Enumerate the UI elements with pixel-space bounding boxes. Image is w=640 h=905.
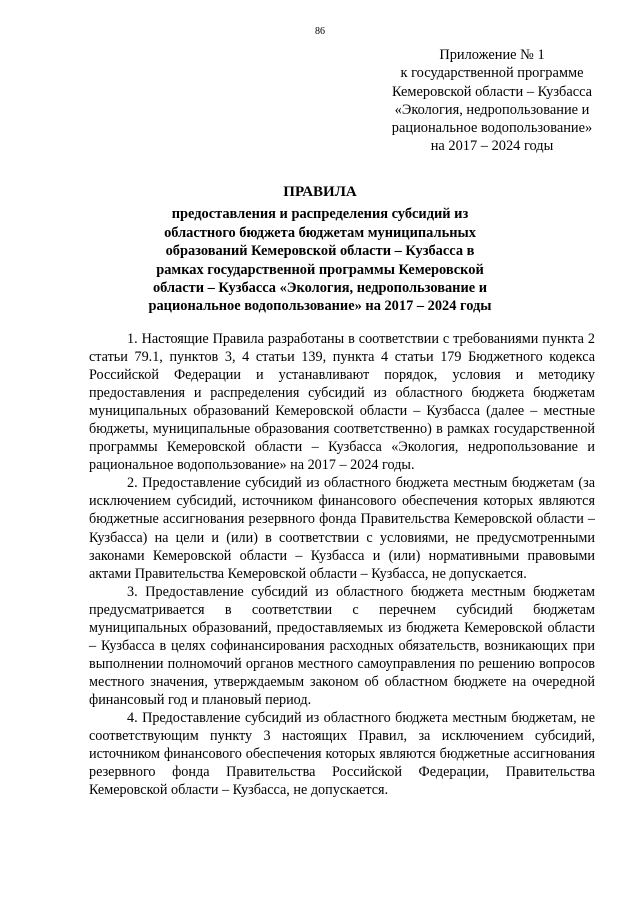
appendix-line: к государственной программе — [400, 65, 584, 82]
appendix-line: Приложение № 1 — [439, 47, 545, 63]
title-line: рамках государственной программы Кемеровской — [156, 261, 484, 278]
title-line: рациональное водопользование» на 2017 – 2024 годы — [148, 298, 492, 315]
title-line: областного бюджета бюджетам муниципальных — [164, 224, 476, 241]
paragraph-2: 2. Предоставление субсидий из областного бюджета местным бюджетам (за исключением субсидий, источником финансового обеспечения которых являются бюджетные ассигнования резервного фонда Правительства Кемеровской области – Кузбасса) на цели и (или) в соответствии с условиями, не предусмотренными законами Кемеровской области – Кузбасса и (или) нормативными правовыми актами Правительства Кемеровской области – Кузбасса, не допускается. — [89, 475, 595, 582]
page-number: 86 — [315, 26, 325, 37]
appendix-line: Кемеровской области – Кузбасса — [391, 83, 593, 100]
appendix-line: на 2017 – 2024 годы — [430, 138, 554, 155]
document-title — [90, 183, 550, 316]
appendix-line: «Экология, недропользование и — [394, 101, 590, 118]
appendix-line: рациональное водопользование» — [391, 120, 593, 137]
title-line: области – Кузбасса «Экология, недропользование и — [152, 280, 488, 297]
paragraph-1: 1. Настоящие Правила разработаны в соответствии с требованиями пункта 2 статьи 79.1, пунктов 3, 4 статьи 139, пункта 4 статьи 179 Бюджетного кодекса Российской Федерации и устанавливают порядок, условия и методику предоставления и распределения субсидий из областного бюджета бюджетам муниципальных образований Кемеровской области – Кузбасса (далее – местные бюджеты, муниципальные образования соответственно) в рамках государственной программы Кемеровской области – Кузбасса «Экология, недропользование и рациональное водопользование» на 2017 – 2024 годы. — [89, 331, 595, 474]
title-main: ПРАВИЛА — [283, 184, 357, 200]
document-body — [89, 330, 595, 799]
title-line: образований Кемеровской области – Кузбасса в — [165, 243, 475, 260]
paragraph-4: 4. Предоставление субсидий из областного бюджета местным бюджетам, не соответствующим пункту 3 настоящих Правил, за исключением субсидий, источником финансового обеспечения которых являются бюджетные ассигнования резервного фонда Правительства Российской Федерации, Правительства Кемеровской области – Кузбасса, не допускается. — [89, 709, 595, 799]
appendix-header — [372, 46, 612, 156]
paragraph-3: 3. Предоставление субсидий из областного бюджета местным бюджетам предусматривается в соответствии с перечнем субсидий бюджетам муниципальных образований, предоставляемых из бюджета Кемеровской области – Кузбасса в целях софинансирования расходных обязательств, возникающих при выполнении полномочий органов местного самоуправления по решению вопросов местного значения, утверждаемым законом об областном бюджете на очередной финансовый год и плановый период. — [89, 583, 595, 708]
title-line: предоставления и распределения субсидий из — [171, 206, 469, 223]
